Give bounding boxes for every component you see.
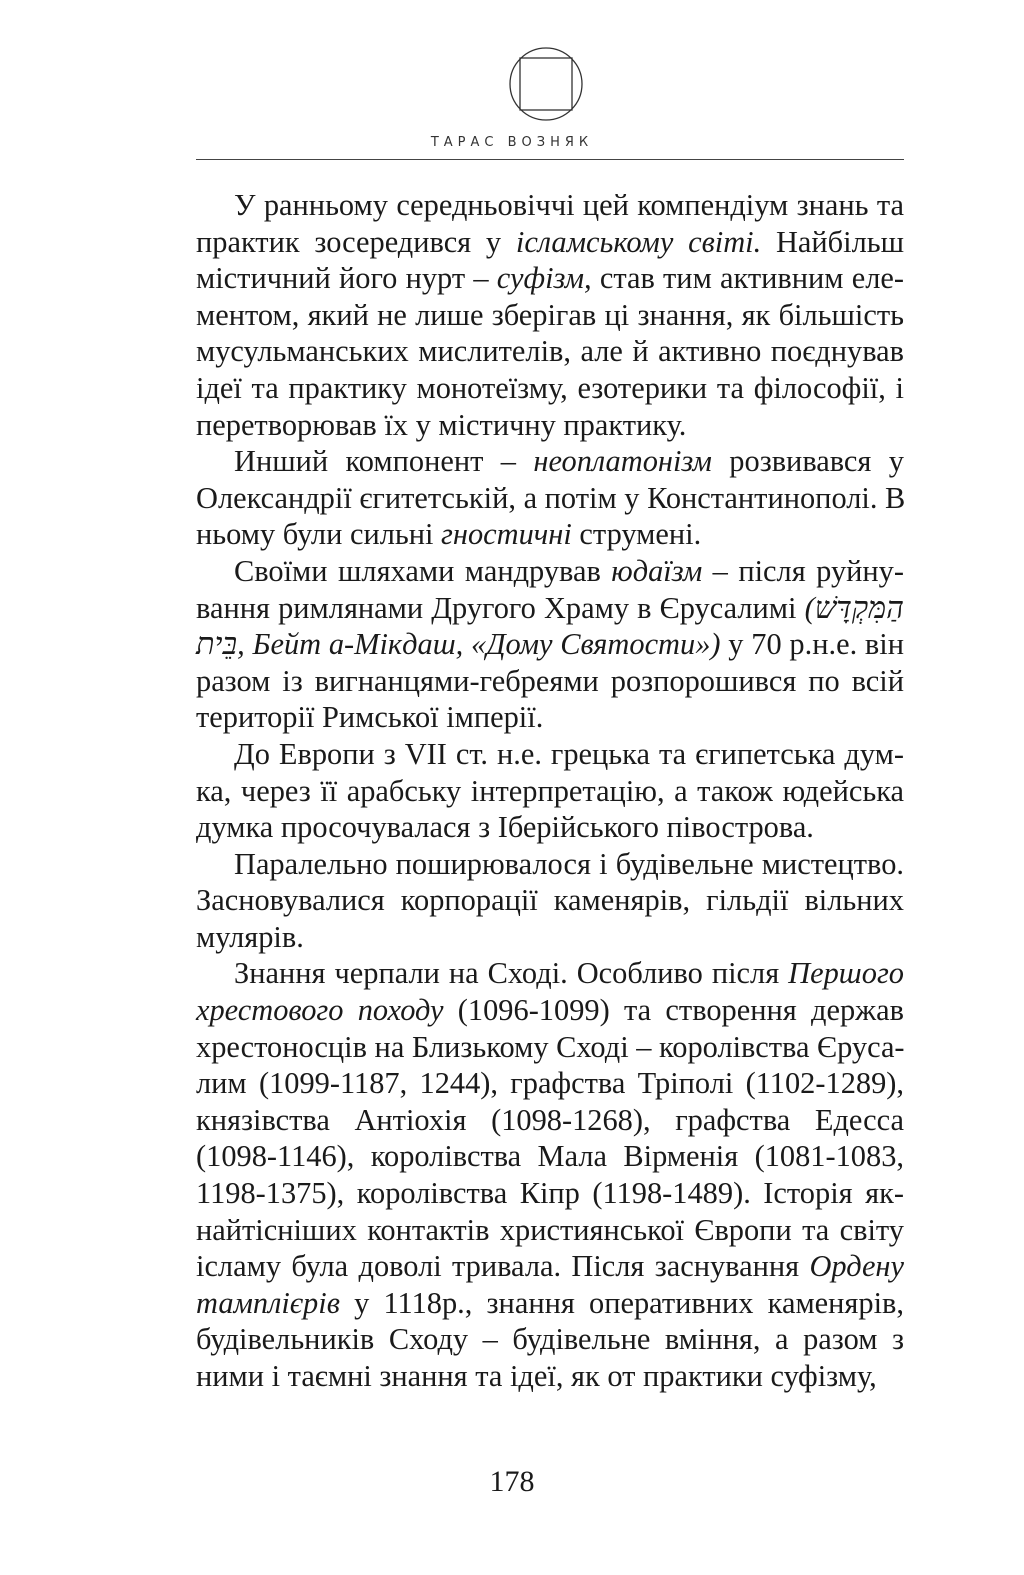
- italic-term: Першого: [788, 956, 904, 991]
- text-run: території Римської імперії.: [196, 700, 544, 735]
- text-line: [196, 1102, 904, 1139]
- paragraph: [196, 736, 904, 846]
- text-run: ісламу була доволі тривала. Після заснування: [196, 1249, 810, 1284]
- text-line: [196, 224, 904, 261]
- text-line: [196, 955, 904, 992]
- text-run: мулярів.: [196, 919, 304, 954]
- text-run: 1198-1375), королівства Кіпр (1198-1489). Історія як-: [196, 1176, 904, 1211]
- text-run: ньому були сильні: [196, 517, 442, 552]
- header-rule: [196, 159, 904, 160]
- text-run: ними і таємні знання та ідеї, як от практики суфізму,: [196, 1359, 877, 1393]
- paragraph: [196, 846, 904, 956]
- text-line: [196, 297, 904, 334]
- text-run: ідеї та практику монотеїзму, езотерики та філософії, і: [196, 370, 904, 405]
- text-run: (1096-1099) та створення держав: [443, 993, 904, 1028]
- text-run: ка, через її арабську інтерпретацію, а також юдейська: [196, 773, 904, 808]
- text-line: [196, 773, 904, 810]
- italic-term: хрестового походу: [196, 993, 444, 1028]
- running-header-author: ТАРАС ВОЗНЯК: [430, 135, 594, 150]
- text-line: [196, 480, 904, 517]
- text-run: Засновувалися корпорації каменярів, гільдії вільних: [196, 883, 904, 918]
- text-line: [196, 1138, 904, 1175]
- text-line: [196, 260, 904, 297]
- italic-term: неоплатонізм: [533, 444, 712, 479]
- text-line: [196, 1248, 904, 1285]
- text-line: [196, 370, 904, 407]
- text-line: [196, 1029, 904, 1066]
- text-run: Олександрії єгитетській, а потім у Константинополі. В: [196, 480, 906, 515]
- text-line: [196, 699, 904, 736]
- text-line: [196, 407, 904, 444]
- text-line: [196, 187, 904, 224]
- text-run: будівельників Сходу – будівельне вміння, а разом з: [196, 1322, 904, 1357]
- text-run: перетворював їх у містичну практику.: [196, 407, 687, 442]
- text-run: лим (1099-1187, 1244), графства Тріполі (1102-1289),: [196, 1066, 904, 1101]
- italic-term: суфізм,: [496, 261, 592, 296]
- text-line: [196, 663, 904, 700]
- paragraph: [196, 187, 904, 443]
- text-run: ментом, який не лише зберігав ці знання, як більшість: [196, 297, 904, 332]
- italic-term: בֵּית, Бейт а-Мікдаш, «Дому Святости»): [196, 627, 721, 662]
- italic-term: Ордену: [809, 1249, 904, 1284]
- text-line: [196, 736, 904, 773]
- page-number: 178: [489, 1465, 535, 1498]
- text-run: мусульманських мислителів, але й активно поєднував: [196, 334, 904, 369]
- text-line: [196, 882, 904, 919]
- text-run: У ранньому середньовіччі цей компендіум знань та: [234, 188, 904, 222]
- paragraph: [196, 553, 904, 736]
- text-run: став тим активним еле-: [591, 261, 904, 296]
- text-run: у 70 р.н.е. він: [720, 627, 904, 662]
- text-run: Найбільш: [761, 224, 904, 259]
- text-run: струмені.: [571, 517, 702, 552]
- text-run: Своїми шляхами мандрував: [234, 553, 612, 588]
- text-line: [196, 1321, 904, 1358]
- text-run: практик зосередився у: [196, 224, 516, 259]
- text-run: вання римлянами Другого Храму в Єрусалимі: [196, 590, 805, 625]
- text-run: (1098-1146), королівства Мала Вірменія (1081-1083,: [196, 1139, 904, 1174]
- italic-term: гностичні: [441, 517, 572, 552]
- text-line: [196, 846, 904, 883]
- text-run: думка просочувалася з Іберійського півострова.: [196, 810, 814, 845]
- text-line: [196, 1285, 904, 1322]
- paragraph: [196, 955, 904, 1394]
- text-run: найтісніших контактів християнської Європи та світу: [196, 1212, 904, 1247]
- circle-square-logo-icon: [508, 46, 584, 122]
- text-line: [196, 1065, 904, 1102]
- paragraph: [196, 443, 904, 553]
- text-line: [196, 626, 904, 663]
- text-run: – після руйну-: [702, 553, 904, 588]
- italic-term: юдаїзм: [611, 553, 703, 588]
- italic-term: ісламському світі.: [515, 224, 762, 259]
- text-line: [196, 919, 904, 956]
- italic-term: тамплієрів: [196, 1285, 340, 1320]
- text-line: [196, 333, 904, 370]
- text-run: у 1118р., знання оперативних каменярів,: [339, 1285, 904, 1320]
- text-line: [196, 1358, 904, 1395]
- text-run: Паралельно поширювалося і будівельне мистецтво.: [234, 846, 904, 881]
- text-line: [196, 590, 904, 627]
- text-run: Инший компонент –: [234, 444, 534, 479]
- text-run: розвивався у: [711, 444, 904, 479]
- text-run: хрестоносців на Близькому Сході – королівства Єруса-: [196, 1029, 905, 1064]
- text-run: Знання черпали на Сході. Особливо після: [234, 956, 789, 991]
- text-line: [196, 1175, 904, 1212]
- text-run: містичний його нурт –: [196, 261, 497, 296]
- body-text: [196, 187, 904, 1395]
- text-run: До Европи з VII ст. н.е. грецька та єгипетська дум-: [234, 736, 904, 771]
- text-line: [196, 992, 904, 1029]
- text-line: [196, 443, 904, 480]
- text-line: [196, 809, 904, 846]
- text-run: князівства Антіохія (1098-1268), графства Едесса: [196, 1102, 904, 1137]
- text-line: [196, 516, 904, 553]
- italic-term: (הַמִּקְדָּשׁ: [804, 590, 904, 625]
- text-run: разом із вигнанцями-гебреями розпорошився по всій: [196, 663, 904, 698]
- text-line: [196, 1212, 904, 1249]
- text-line: [196, 553, 904, 590]
